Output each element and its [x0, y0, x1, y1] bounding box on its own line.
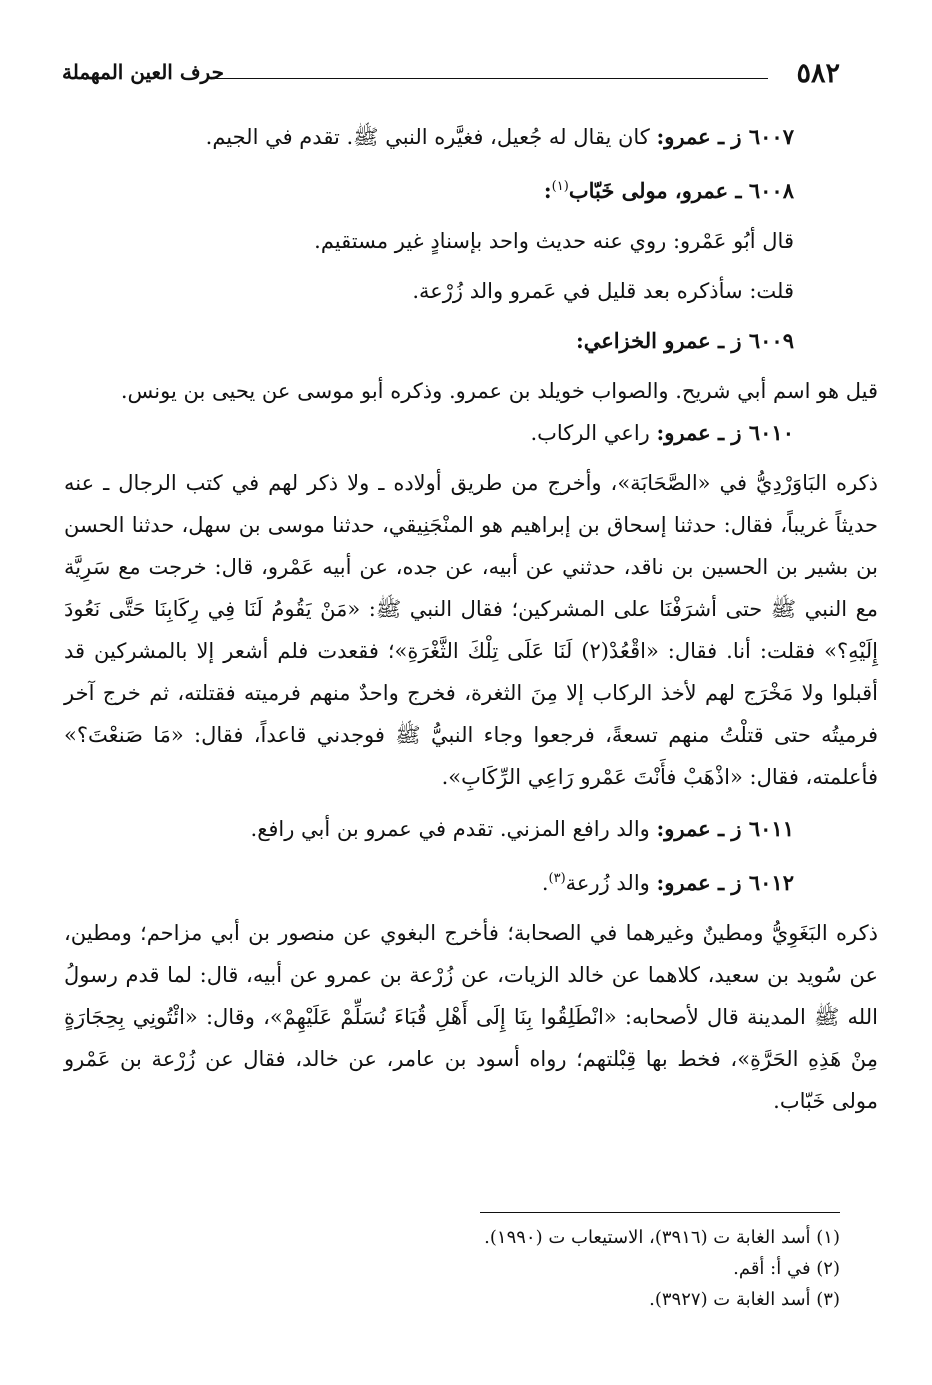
entry-6010-paragraph: ذكره البَاوَرْدِيُّ في «الصَّحَابَة»، وأخرج من طريق أولاده ـ ولا ذكر لهم في كتب الرجال ـ عنه حديثاً غريباً، فقال: حدثنا إسحاق بن إبراهيم هو المنْجَنِيقي، حدثنا موسى بن سهل، حدثنا الحسن بن بشير بن الحسين بن ناقد، حدثني عن أبيه، عن جده، عن أبيه عَمْرو، قال: خرجت مع سَرِيَّة مع النبي ﷺ حتى أشرَفْنَا على المشركين؛ فقال النبي ﷺ: «مَنْ يَقُومُ لَنَا فِي رِكَابِنَا حَتَّى نَعُودَ إِلَيْهِ؟» فقلت: أنا. فقال: «اقْعُدْ(٢) لَنَا عَلَى تِلْكَ الثَّغْرَةِ»؛ فقعدت فلم أشعر إلا بالمشركين قد أقبلوا ولا مَخْرَج لهم لأخذ الركاب إلا مِنَ الثغرة، فخرج واحدٌ منهم فرميته فقتلته، ثم خرج آخر فرميتُه حتى قتلْتُ منهم تسعةً، فرجعوا وجاء النبيُّ ﷺ فوجدني قاعداً، فقال: «مَا صَنعْتَ؟» فأعلمته، فقال: «اذْهَبْ فأَنْتَ عَمْرو رَاعِي الرِّكَابِ».	[64, 471, 878, 789]
entry-heading: ٦٠٠٧ ز ـ عمرو:	[656, 124, 794, 149]
paragraph-text: روي عنه حديث واحد بإسنادٍ غير مستقيم.	[314, 229, 673, 253]
footnote-marker: (١)	[551, 179, 569, 194]
entry-text: راعي الركاب.	[530, 421, 657, 445]
entry-heading: ٦٠٠٨ ـ عمرو، مولى خَبّاب	[568, 178, 794, 203]
entry-6011	[64, 808, 794, 850]
footnote-1: (١) أسد الغابة ت (٣٩١٦)، الاستيعاب ت (١٩٩٠).	[484, 1227, 840, 1248]
entry-colon: :	[543, 178, 552, 203]
entry-6009	[64, 320, 794, 362]
entry-end: .	[541, 871, 549, 895]
page-header	[62, 58, 840, 94]
page-number: ٥٨٢	[796, 58, 840, 89]
entry-6008-paragraph-2	[64, 270, 794, 312]
footnote-marker: (٣)	[548, 871, 566, 886]
page-body	[64, 116, 878, 1132]
entry-text: والد رافع المزني. تقدم في عمرو بن أبي رافع.	[250, 817, 657, 841]
entry-text: والد زُرعة	[565, 871, 657, 895]
entry-6008	[64, 166, 794, 212]
entry-6012-paragraph: ذكره البَغَوِيُّ ومطينٌ وغيرهما في الصحابة؛ فأخرج البغوي عن منصور بن أبي مزاحم؛ ومطين، عن سُويد بن سعيد، كلاهما عن خالد الزيات، عن زُرْعة بن عمرو عن أبيه، قال: لما قدم رسولُ الله ﷺ المدينة قال لأصحابه: «انْطَلِقُوا بِنَا إِلَى أَهْلِ قُبَاءَ نُسَلِّمْ عَلَيْهِمْ»، وقال: «ائْتُونِي بِحِجَارَةٍ مِنْ هَذِهِ الحَرَّةِ»، فخط بها قِبْلتهم؛ رواه أسود بن عامر، عن خالد، فقال عن زُرْعة بن عَمْرو مولى خَبّاب.	[64, 921, 878, 1113]
entry-6007	[64, 116, 794, 158]
entry-heading: ٦٠١١ ز ـ عمرو:	[656, 816, 794, 841]
paragraph-text: سأذكره بعد قليل في عَمرو والد زُرْعة.	[412, 279, 750, 303]
entry-heading: ٦٠١٢ ز ـ عمرو:	[656, 870, 794, 895]
footnote-3: (٣) أسد الغابة ت (٣٩٢٧).	[649, 1289, 840, 1310]
footnote-rule	[480, 1212, 840, 1213]
paragraph-lead: قلت:	[749, 279, 794, 303]
entry-6010	[64, 412, 794, 454]
footnote-2: (٢) في أ: أقم.	[733, 1258, 840, 1279]
running-title: حرف العين المهملة	[62, 60, 224, 84]
header-rule	[212, 78, 768, 79]
entry-text: كان يقال له جُعيل، فغيَّره النبي ﷺ. تقدم في الجيم.	[205, 125, 657, 149]
entry-6009-paragraph: قيل هو اسم أبي شريح. والصواب خويلد بن عمرو. وذكره أبو موسى عن يحيى بن يونس.	[120, 379, 878, 403]
entry-6012	[64, 858, 794, 904]
paragraph-lead: قال أبُو عَمْرو:	[672, 229, 794, 253]
entry-6008-paragraph-1	[64, 220, 794, 262]
footnotes	[300, 1222, 840, 1315]
entry-heading: ٦٠٠٩ ز ـ عمرو الخزاعي:	[575, 328, 794, 353]
entry-heading: ٦٠١٠ ز ـ عمرو:	[656, 420, 794, 445]
